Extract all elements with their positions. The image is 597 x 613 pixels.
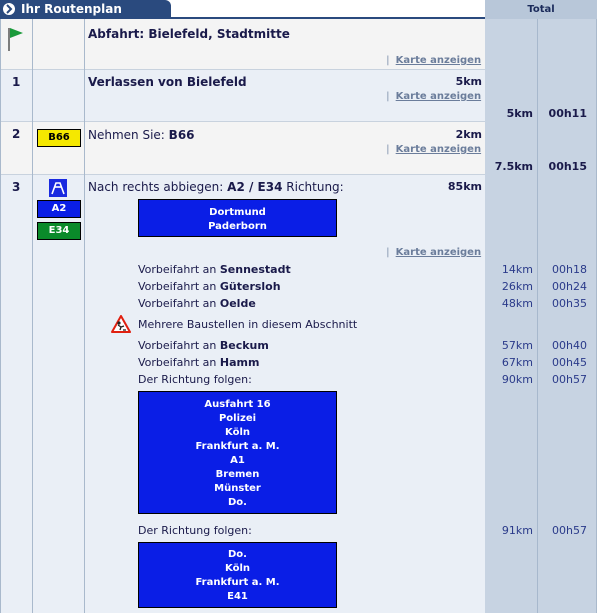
step-title: Verlassen von Bielefeld [88,75,247,89]
map-link-step-1[interactable]: | Karte anzeigen [386,91,482,102]
step-distance: 85km [447,180,482,193]
total-distance: 5km [506,107,533,120]
motorway-icon [49,179,67,197]
pass-time: 00h18 [552,263,587,276]
page-title: Ihr Routenplan [21,2,122,16]
arrow-circle-icon [3,3,15,15]
total-distance: 7.5km [494,160,533,173]
pass-distance: 57km [501,339,533,352]
total-time: 00h15 [548,160,587,173]
road-name: B66 [168,128,195,142]
step-prefix: Nach rechts abbiegen: [88,180,224,194]
pass-time: 00h35 [552,297,587,310]
pass-by-item: Vorbeifahrt an Gütersloh [138,280,281,293]
pass-by-item: Vorbeifahrt an Oelde [138,297,256,310]
follow-time: 00h57 [552,373,587,386]
pass-time: 00h40 [552,339,587,352]
pass-distance: 26km [501,280,533,293]
pass-distance: 14km [501,263,533,276]
step-distance: 2km [455,128,482,141]
start-flag-icon [7,26,25,52]
map-link-step-2[interactable]: | Karte anzeigen [386,144,482,155]
pass-by-item: Vorbeifahrt an Beckum [138,339,269,352]
a2-road-shield: A2 [37,200,81,218]
pass-distance: 48km [501,297,533,310]
b66-road-shield: B66 [37,129,81,147]
roadwork-warning-icon [111,315,131,333]
total-time: 00h11 [548,107,587,120]
step-prefix: Nehmen Sie: [88,128,165,142]
step-suffix: Richtung: [286,180,344,194]
follow-time: 00h57 [552,524,587,537]
map-link-start[interactable]: | Karte anzeigen [386,55,482,66]
follow-direction-label: Der Richtung folgen: [138,524,252,537]
road-name: A2 / E34 [227,180,283,194]
start-label: Abfahrt: Bielefeld, Stadtmitte [88,27,290,41]
total-header: Total [485,0,597,19]
pass-by-item: Vorbeifahrt an Hamm [138,356,260,369]
follow-distance: 91km [501,524,533,537]
step-number: 2 [12,127,21,141]
pass-time: 00h45 [552,356,587,369]
pass-time: 00h24 [552,280,587,293]
step-number: 3 [12,180,21,194]
step-distance: 5km [455,75,482,88]
follow-direction-label: Der Richtung folgen: [138,373,252,386]
pass-distance: 67km [501,356,533,369]
map-link-step-3[interactable]: | Karte anzeigen [386,247,482,258]
pass-by-item: Vorbeifahrt an Sennestadt [138,263,291,276]
direction-sign: Ausfahrt 16 Polizei Köln Frankfurt a. M. A1 Bremen Münster Do. [138,391,337,514]
e34-road-shield: E34 [37,222,81,240]
follow-distance: 90km [501,373,533,386]
step-number: 1 [12,75,21,89]
warning-text: Mehrere Baustellen in diesem Abschnitt [138,318,358,331]
direction-sign: Dortmund Paderborn [138,199,337,237]
direction-sign: Do. Köln Frankfurt a. M. E41 [138,542,337,608]
